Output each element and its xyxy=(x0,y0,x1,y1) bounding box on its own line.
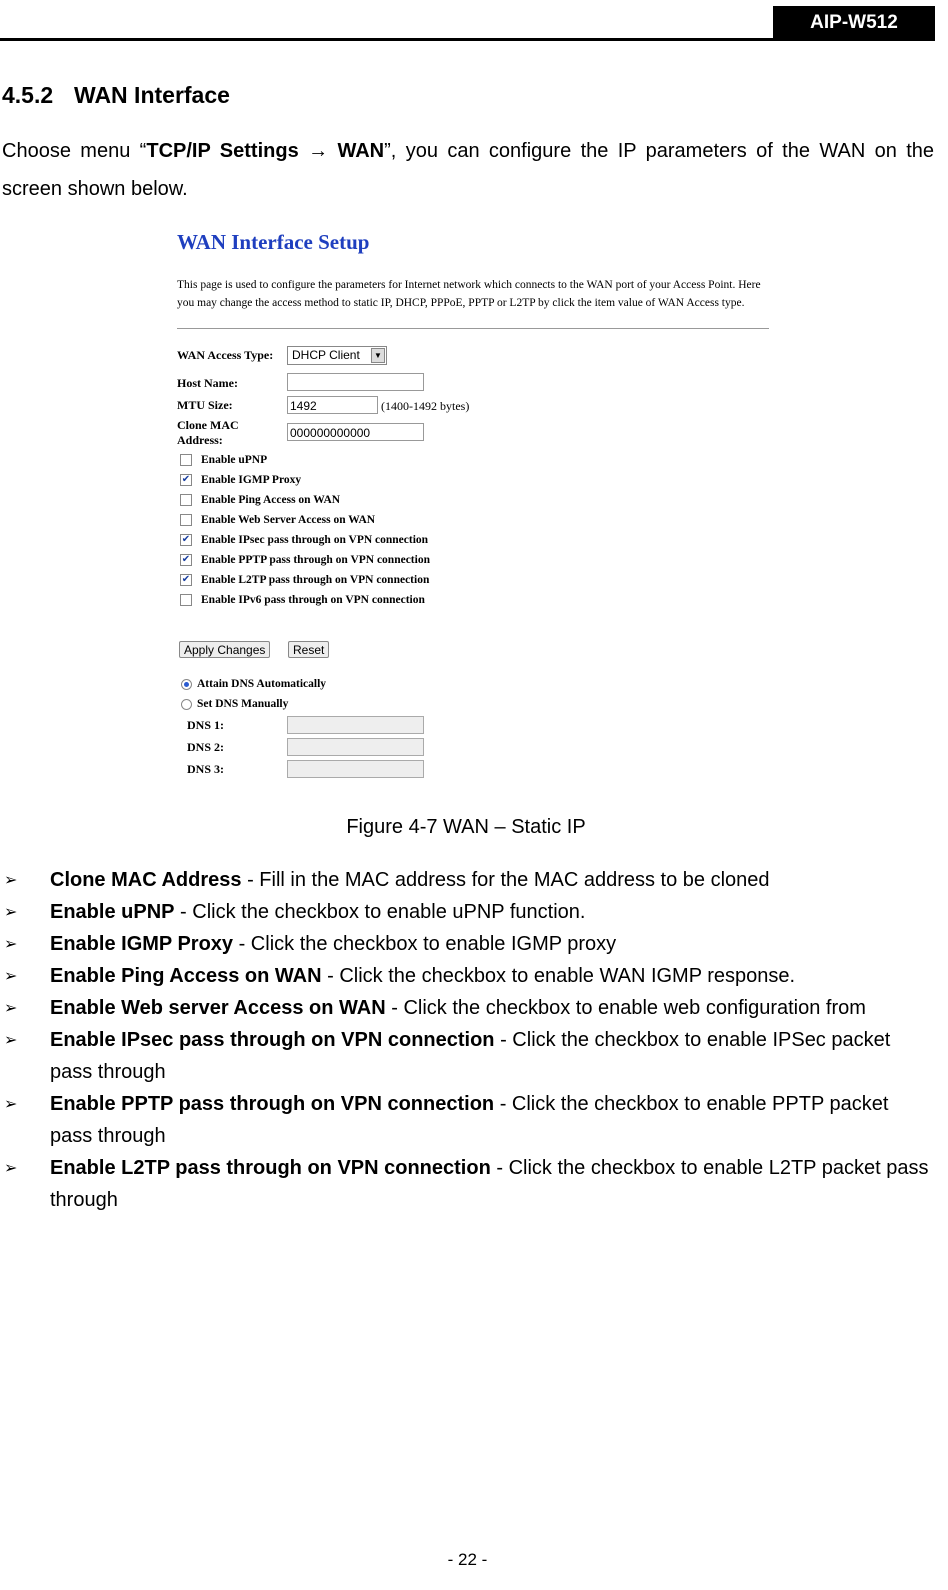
checkbox-row[interactable] xyxy=(180,532,428,548)
bullet-item xyxy=(0,1088,935,1152)
checkbox-checked[interactable]: ✔ xyxy=(181,554,191,565)
bullet-item xyxy=(0,928,935,960)
bullet-term: Enable PPTP pass through on VPN connection xyxy=(50,1093,495,1115)
dns-manual-radio[interactable] xyxy=(181,699,192,710)
section-number: 4.5.2 xyxy=(2,82,54,108)
arrow-bullet-icon: ➢ xyxy=(4,966,18,985)
bullet-term: Enable IPsec pass through on VPN connection xyxy=(50,1029,495,1051)
intro-paragraph xyxy=(2,132,934,208)
checkbox-row[interactable] xyxy=(180,592,425,608)
checkbox-row[interactable] xyxy=(180,552,430,568)
dns-manual-option[interactable] xyxy=(181,696,288,712)
bullet-item xyxy=(0,896,935,928)
checkbox-label: Enable L2TP pass through on VPN connection xyxy=(201,574,430,586)
dns3-label: DNS 3: xyxy=(187,762,225,776)
checkbox-label: Enable PPTP pass through on VPN connection xyxy=(201,554,430,566)
section-heading xyxy=(2,82,230,109)
checkbox-row[interactable] xyxy=(180,492,340,508)
host-name-input[interactable] xyxy=(287,373,424,391)
bullet-term: Enable uPNP xyxy=(50,901,175,923)
dns3-input[interactable] xyxy=(287,760,424,778)
bullet-item xyxy=(0,992,935,1024)
apply-changes-button[interactable]: Apply Changes xyxy=(179,641,270,658)
arrow-bullet-icon: ➢ xyxy=(4,998,18,1017)
page-number: - 22 - xyxy=(447,1550,488,1569)
dns1-input[interactable] xyxy=(287,716,424,734)
checkbox-label: Enable Ping Access on WAN xyxy=(201,494,341,506)
screenshot-description: This page is used to configure the parameters for Internet network which connects to the WAN port of your Access Point. Here you may change the access method to static IP, DHCP, PPPoE, PPTP or L2TP by click the item value of WAN Access type. xyxy=(177,279,761,309)
dns1-label: DNS 1: xyxy=(187,718,225,732)
bullet-item xyxy=(0,864,935,896)
bullet-text: - Click the checkbox to enable WAN IGMP response. xyxy=(321,965,796,987)
bullet-term: Enable Web server Access on WAN xyxy=(50,997,386,1019)
checkbox-checked[interactable]: ✔ xyxy=(181,574,191,585)
arrow-bullet-icon: ➢ xyxy=(4,1094,18,1113)
wan-access-type-value: DHCP Client xyxy=(292,348,360,362)
checkbox-row[interactable] xyxy=(180,572,429,588)
bullet-term: Enable IGMP Proxy xyxy=(50,933,234,955)
checkbox-row[interactable] xyxy=(180,472,301,488)
checkbox-label: Enable uPNP xyxy=(201,454,268,466)
wan-access-type-select[interactable] xyxy=(287,346,387,365)
bullet-text: - Fill in the MAC address for the MAC address to be cloned xyxy=(241,869,770,891)
section-title: WAN Interface xyxy=(74,82,230,108)
checkbox-label: Enable IPsec pass through on VPN connection xyxy=(201,534,429,546)
mtu-size-input[interactable]: 1492 xyxy=(287,396,378,414)
dns-auto-radio[interactable] xyxy=(181,679,192,690)
intro-post: ”, you can configure the IP parameters of the WAN on the screen shown below. xyxy=(2,140,935,200)
bullet-text: - Click the checkbox to enable PPTP packet pass through xyxy=(50,1093,889,1147)
divider xyxy=(177,328,769,329)
model-tab: AIP-W512 xyxy=(773,6,935,40)
bullet-text: - Click the checkbox to enable IPSec packet pass through xyxy=(50,1029,891,1083)
checkbox-label: Enable Web Server Access on WAN xyxy=(201,514,376,526)
checkbox-checked[interactable]: ✔ xyxy=(181,474,191,485)
bullet-text: - Click the checkbox to enable IGMP proxy xyxy=(233,933,617,955)
checkbox-unchecked[interactable] xyxy=(180,454,192,466)
dns2-input[interactable] xyxy=(287,738,424,756)
chevron-down-icon: ▼ xyxy=(371,348,385,363)
arrow-bullet-icon: ➢ xyxy=(4,1030,18,1049)
checkbox-label: Enable IPv6 pass through on VPN connection xyxy=(201,594,425,606)
dns-manual-label: Set DNS Manually xyxy=(197,698,289,710)
intro-submenu: WAN xyxy=(337,140,385,162)
wan-access-type-label: WAN Access Type: xyxy=(177,348,274,362)
bullet-text: - Click the checkbox to enable L2TP packet pass through xyxy=(50,1157,929,1211)
bullet-list xyxy=(0,864,935,1216)
clone-mac-label-line2: Address: xyxy=(177,433,223,447)
dns2-label: DNS 2: xyxy=(187,740,225,754)
radio-selected-dot xyxy=(184,682,189,687)
figure-caption: Figure 4-7 WAN – Static IP xyxy=(346,816,586,838)
bullet-term: Clone MAC Address xyxy=(50,869,242,891)
bullet-item xyxy=(0,960,935,992)
dns-auto-option[interactable] xyxy=(181,676,326,692)
arrow-bullet-icon: ➢ xyxy=(4,902,18,921)
arrow-icon: → xyxy=(308,140,329,162)
checkbox-checked[interactable]: ✔ xyxy=(181,534,191,545)
bullet-term: Enable L2TP pass through on VPN connection xyxy=(50,1157,491,1179)
intro-menu: TCP/IP Settings xyxy=(146,140,299,162)
checkbox-label: Enable IGMP Proxy xyxy=(201,474,302,486)
mtu-hint: (1400-1492 bytes) xyxy=(381,399,470,413)
bullet-item xyxy=(0,1024,935,1088)
arrow-bullet-icon: ➢ xyxy=(4,870,18,889)
host-name-label: Host Name: xyxy=(177,376,238,390)
checkbox-row[interactable] xyxy=(180,512,375,528)
checkbox-row[interactable] xyxy=(180,452,267,468)
bullet-term: Enable Ping Access on WAN xyxy=(50,965,322,987)
dns-auto-label: Attain DNS Automatically xyxy=(197,678,327,690)
wan-setup-screenshot xyxy=(177,228,772,788)
intro-pre: Choose menu “ xyxy=(2,140,147,162)
checkbox-unchecked[interactable] xyxy=(180,494,192,506)
clone-mac-label-line1: Clone MAC xyxy=(177,418,239,432)
checkbox-unchecked[interactable] xyxy=(180,594,192,606)
bullet-item xyxy=(0,1152,935,1216)
arrow-bullet-icon: ➢ xyxy=(4,1158,18,1177)
screenshot-title: WAN Interface Setup xyxy=(177,230,370,254)
reset-button[interactable]: Reset xyxy=(288,641,329,658)
bullet-text: - Click the checkbox to enable uPNP function. xyxy=(174,901,586,923)
bullet-text: - Click the checkbox to enable web configuration from xyxy=(385,997,866,1019)
checkbox-unchecked[interactable] xyxy=(180,514,192,526)
clone-mac-input[interactable]: 000000000000 xyxy=(287,423,424,441)
clone-mac-label xyxy=(177,418,239,448)
mtu-size-label: MTU Size: xyxy=(177,398,233,412)
arrow-bullet-icon: ➢ xyxy=(4,934,18,953)
